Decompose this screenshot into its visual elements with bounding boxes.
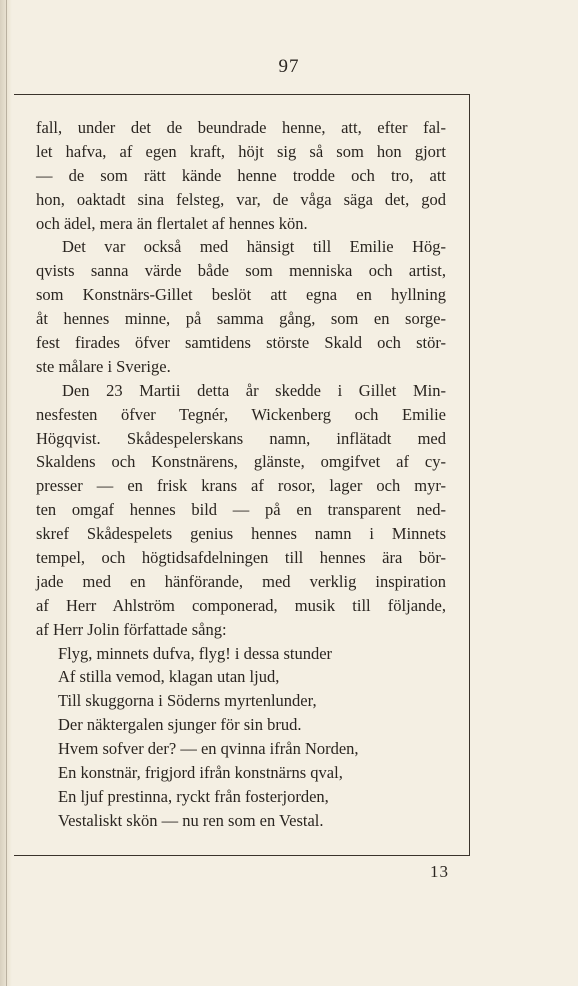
text-line: af Herr Ahlström componerad, musik till följande, xyxy=(36,595,446,615)
verse-line: Till skuggorna i Söderns myrtenlunder, xyxy=(58,691,317,711)
text-line: Den 23 Martii detta år skedde i Gillet Min- xyxy=(62,380,446,400)
text-line: nesfesten öfver Tegnér, Wickenberg och Emilie xyxy=(36,404,446,424)
verse-line: En ljuf prestinna, ryckt från fosterjorden, xyxy=(58,786,329,806)
text-line: jade med en hänförande, med verklig inspiration xyxy=(36,571,446,591)
text-line: tempel, och högtidsafdelningen till hennes ära bör- xyxy=(36,548,446,568)
verse-line: Hvem sofver der? — en qvinna ifrån Norden, xyxy=(58,739,359,759)
spine-edge-line xyxy=(6,0,7,986)
text-line: Det var också med hänsigt till Emilie Hög- xyxy=(62,237,446,257)
text-line: som Konstnärs-Gillet beslöt att egna en hyllning xyxy=(36,285,446,305)
text-line: skref Skådespelets genius hennes namn i Minnets xyxy=(36,524,446,544)
frame-bottom-rule xyxy=(14,855,470,856)
page-number: 97 xyxy=(278,56,300,77)
text-line: Skaldens och Konstnärens, glänste, omgifvet af cy- xyxy=(36,452,446,472)
body-text xyxy=(36,116,446,833)
text-line: ste målare i Sverige. xyxy=(36,356,171,376)
text-line: fest firades öfver samtidens störste Skald och stör- xyxy=(36,333,446,353)
text-line: qvists sanna värde både som menniska och artist, xyxy=(36,261,446,281)
text-line: let hafva, af egen kraft, höjt sig så som hon gjort xyxy=(36,141,446,161)
frame-top-rule xyxy=(14,94,470,95)
verse-line: Flyg, minnets dufva, flyg! i dessa stunder xyxy=(58,643,333,663)
frame-right-rule xyxy=(469,94,470,856)
verse-line: Vestaliskt skön — nu ren som en Vestal. xyxy=(58,810,324,830)
text-line: Högqvist. Skådespelerskans namn, inflätadt med xyxy=(36,428,446,448)
signature-mark: 13 xyxy=(430,862,449,881)
text-line: fall, under det de beundrade henne, att, efter fal- xyxy=(36,118,446,137)
text-line: presser — en frisk krans af rosor, lager och myr- xyxy=(36,476,446,496)
text-line: hon, oaktadt sina felsteg, var, de våga säga det, god xyxy=(36,189,446,209)
verse-line: En konstnär, frigjord ifrån konstnärns qval, xyxy=(58,763,343,783)
text-line: och ädel, mera än flertalet af hennes kön. xyxy=(36,213,308,233)
text-line: — de som rätt kände henne trodde och tro, att xyxy=(36,165,446,185)
text-line: åt hennes minne, på samma gång, som en sorge- xyxy=(36,309,446,329)
text-line: ten omgaf hennes bild — på en transparent ned- xyxy=(36,500,446,520)
text-line: af Herr Jolin författade sång: xyxy=(36,619,227,639)
verse-line: Af stilla vemod, klagan utan ljud, xyxy=(58,667,280,687)
verse-line: Der näktergalen sjunger för sin brud. xyxy=(58,715,302,735)
